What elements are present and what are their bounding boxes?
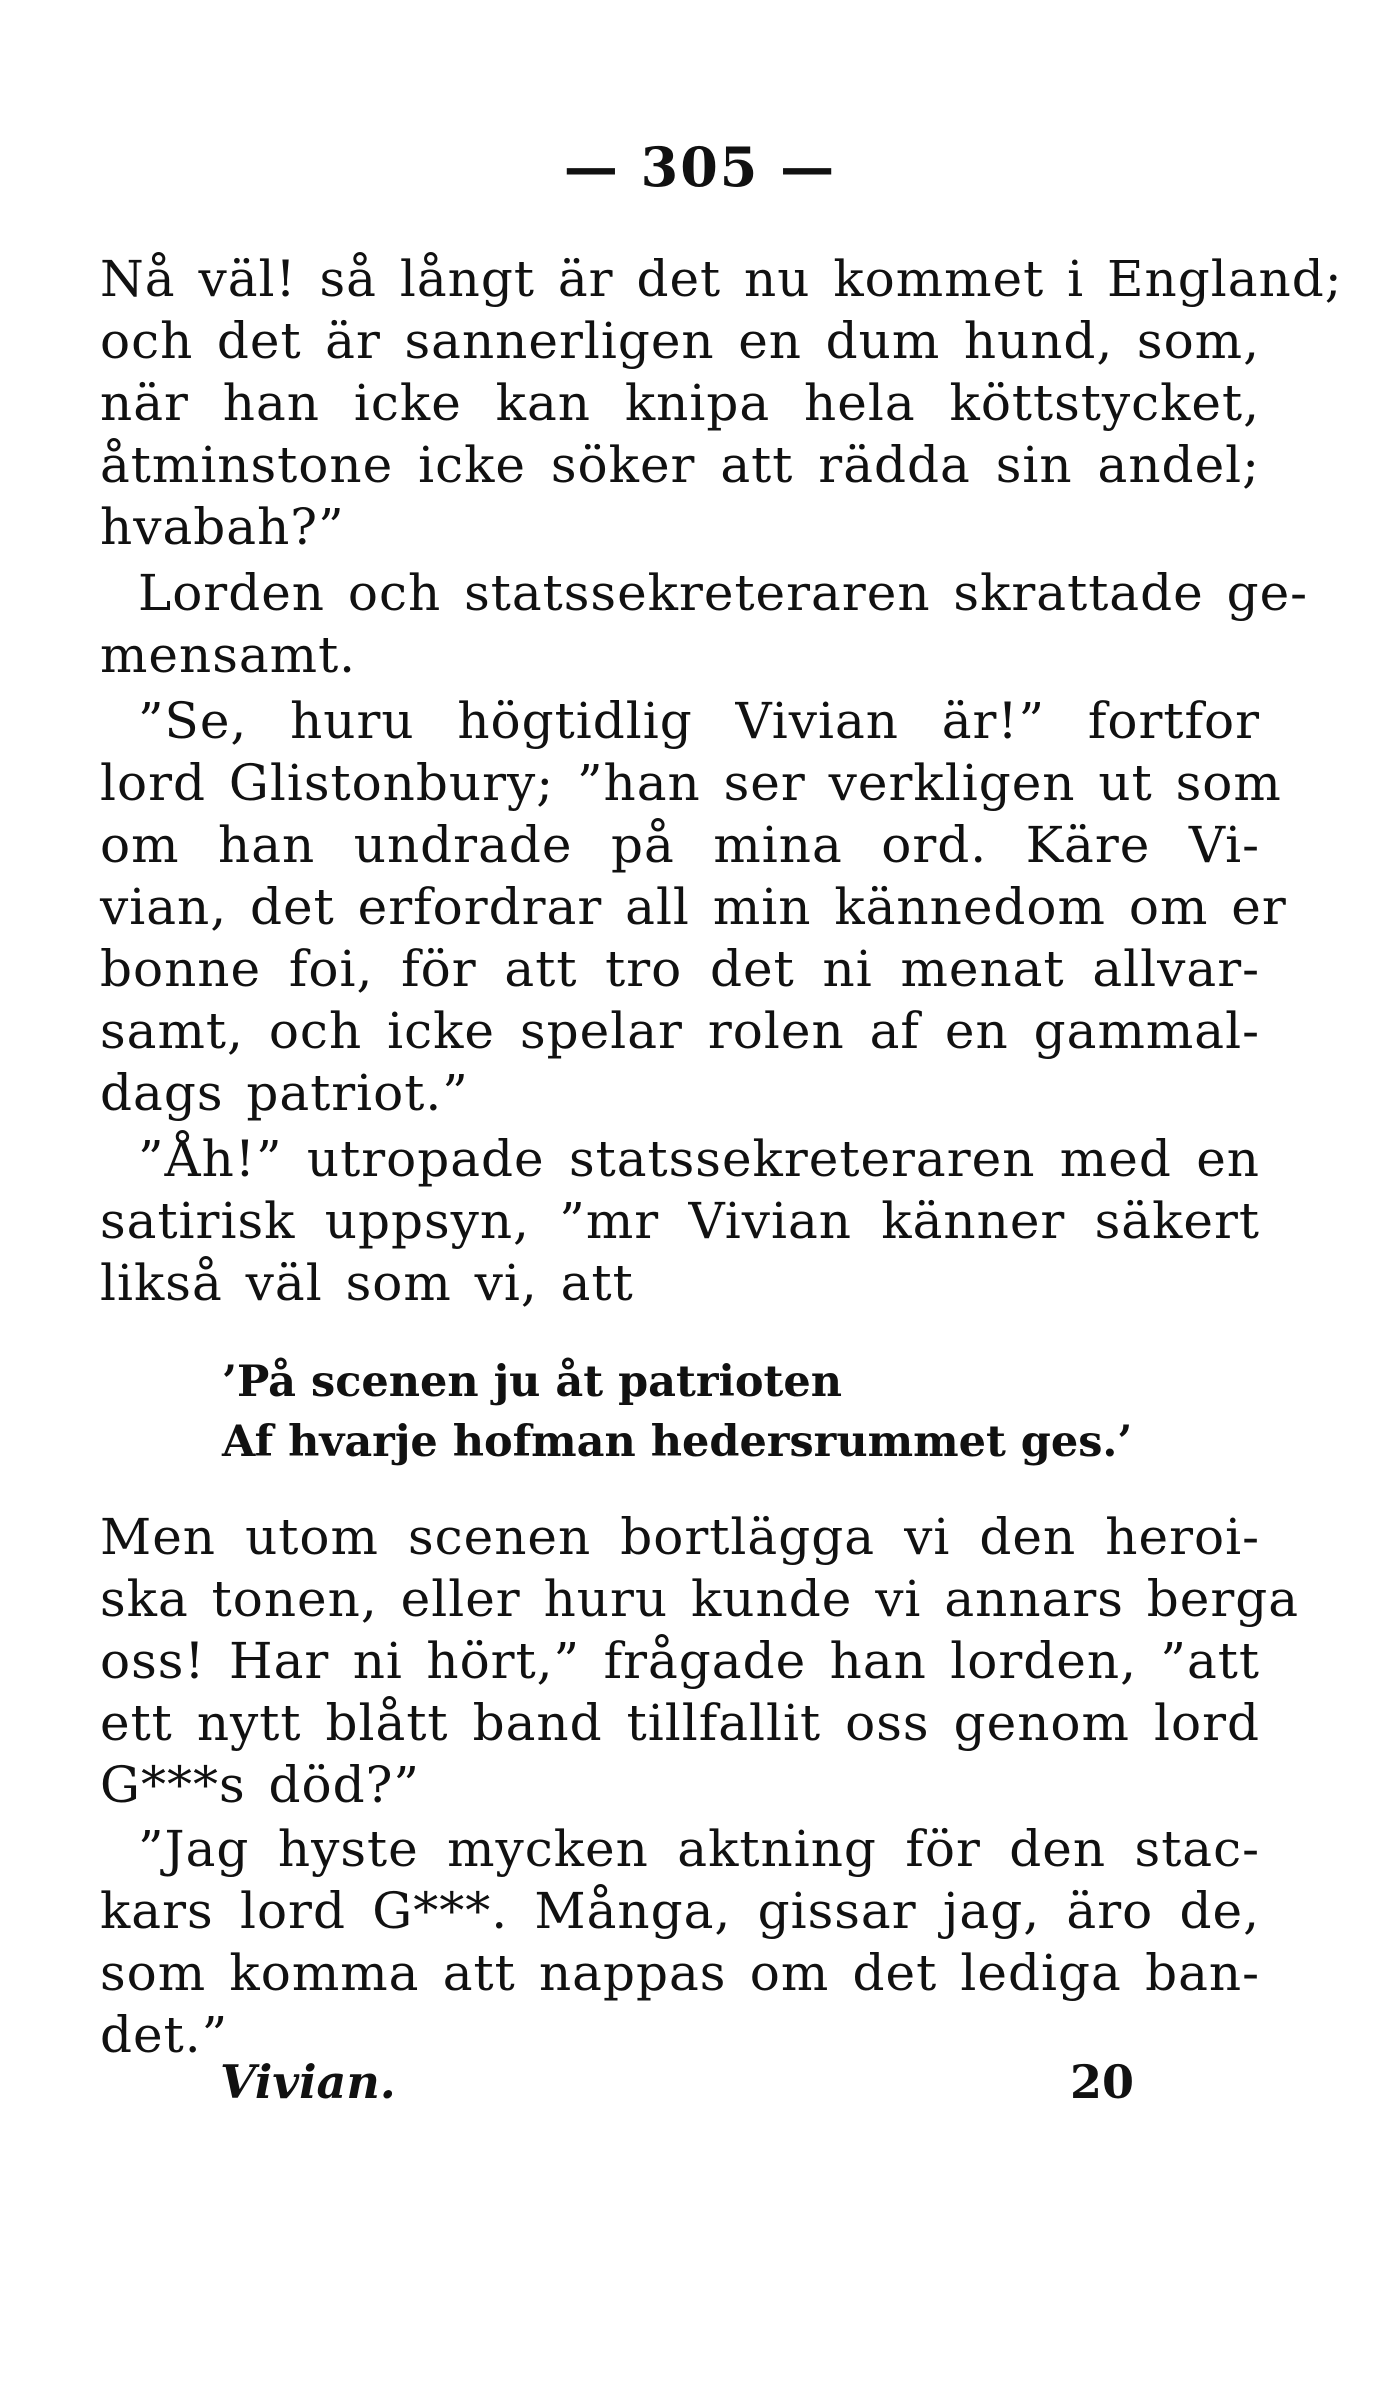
paragraph-5 (100, 1506, 1300, 1816)
text-line: samt, och icke spelar rolen af en gammal- (100, 1002, 1260, 1060)
paragraph-4 (100, 1128, 1260, 1314)
text-line: om han undrade på mina ord. Käre Vi- (100, 816, 1260, 874)
text-line: kars lord G***. Många, gissar jag, äro de, (100, 1882, 1260, 1940)
paragraph-1 (100, 248, 1343, 558)
text-line: det.” (100, 2006, 229, 2064)
paragraph-6 (100, 1818, 1260, 2066)
text-line: hvabah?” (100, 498, 345, 556)
text-line: lord Glistonbury; ”han ser verkligen ut som (100, 754, 1282, 812)
text-line: G***s död?” (100, 1756, 420, 1814)
paragraph-2 (100, 562, 1309, 686)
text-line: ska tonen, eller huru kunde vi annars berga (100, 1570, 1300, 1628)
text-line: bonne foi, för att tro det ni menat allvar- (100, 940, 1260, 998)
page-number-header: — 305 — (563, 135, 837, 199)
text-line: ”Åh!” utropade statssekreteraren med en (138, 1130, 1260, 1188)
text-line: likså väl som vi, att (100, 1254, 634, 1312)
verse-quote (222, 1352, 1222, 1472)
text-line: ”Se, huru högtidlig Vivian är!” fortfor (138, 692, 1260, 750)
text-line: och det är sannerligen en dum hund, som, (100, 312, 1260, 370)
paragraph-3 (100, 690, 1287, 1124)
text-line: ett nytt blått band tillfallit oss genom lord (100, 1694, 1260, 1752)
sheet-number: 20 (1070, 2055, 1135, 2109)
text-line: satirisk uppsyn, ”mr Vivian känner säkert (100, 1192, 1260, 1250)
text-line: oss! Har ni hört,” frågade han lorden, ”att (100, 1632, 1260, 1690)
verse-line: ’På scenen ju åt patrioten (222, 1357, 843, 1407)
text-line: ”Jag hyste mycken aktning för den stac- (138, 1820, 1260, 1878)
text-line: Lorden och statssekreteraren skrattade ge- (138, 564, 1309, 622)
text-line: Nå väl! så långt är det nu kommet i England; (100, 250, 1343, 308)
verse-line: Af hvarje hofman hedersrummet ges.’ (222, 1417, 1133, 1467)
text-line: dags patriot.” (100, 1064, 469, 1122)
text-line: när han icke kan knipa hela köttstycket, (100, 374, 1260, 432)
text-line: Men utom scenen bortlägga vi den heroi- (100, 1508, 1260, 1566)
text-line: åtminstone icke söker att rädda sin andel; (100, 436, 1260, 494)
text-line: mensamt. (100, 626, 357, 684)
text-line: vian, det erfordrar all min kännedom om er (100, 878, 1287, 936)
signature-mark: Vivian. (220, 2055, 396, 2109)
text-line: som komma att nappas om det lediga ban- (100, 1944, 1260, 2002)
